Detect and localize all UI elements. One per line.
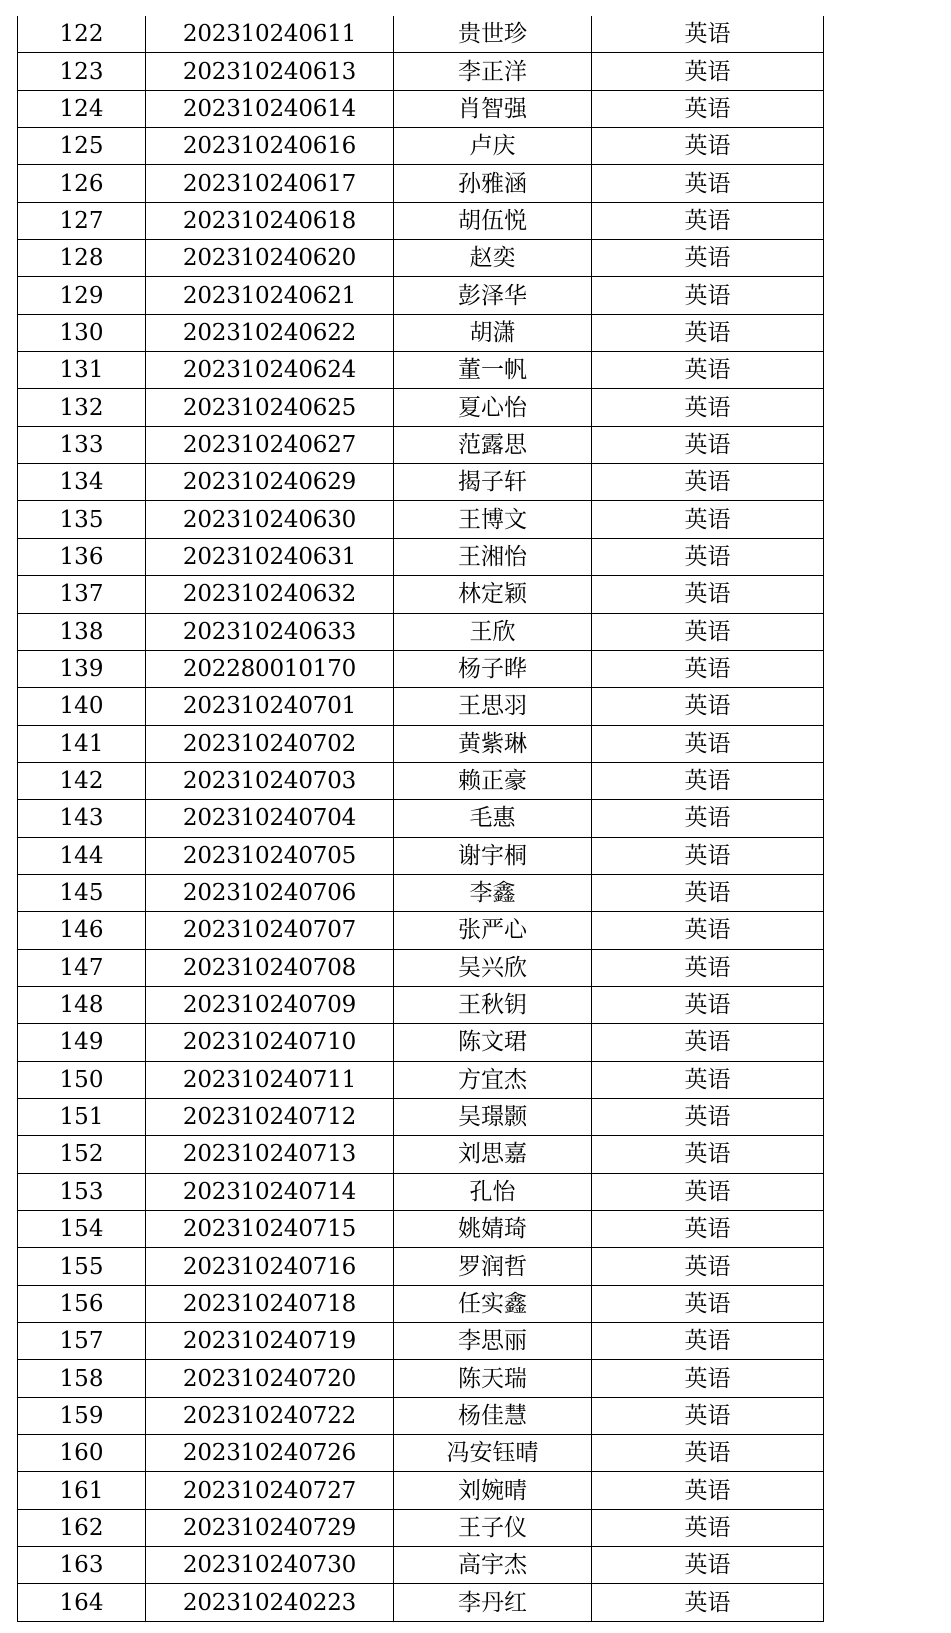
student-name-cell: 王欣 — [394, 613, 592, 650]
table-row — [18, 1061, 824, 1098]
student-name-cell: 罗润哲 — [394, 1248, 592, 1285]
major-cell: 英语 — [592, 277, 824, 314]
student-id-cell: 202310240627 — [146, 426, 394, 463]
table-row — [18, 90, 824, 127]
roster-body — [18, 16, 824, 1621]
row-number-cell: 138 — [18, 613, 146, 650]
major-cell: 英语 — [592, 874, 824, 911]
table-row — [18, 1285, 824, 1322]
table-row — [18, 501, 824, 538]
row-number-cell: 141 — [18, 725, 146, 762]
student-id-cell: 202310240611 — [146, 16, 394, 53]
major-cell: 英语 — [592, 1173, 824, 1210]
student-name-cell: 王湘怡 — [394, 538, 592, 575]
student-id-cell: 202310240730 — [146, 1547, 394, 1584]
student-name-cell: 卢庆 — [394, 128, 592, 165]
major-cell: 英语 — [592, 538, 824, 575]
table-row — [18, 1098, 824, 1135]
student-name-cell: 刘思嘉 — [394, 1136, 592, 1173]
student-name-cell: 肖智强 — [394, 90, 592, 127]
major-cell: 英语 — [592, 1323, 824, 1360]
student-id-cell: 202310240632 — [146, 576, 394, 613]
student-id-cell: 202310240613 — [146, 53, 394, 90]
major-cell: 英语 — [592, 426, 824, 463]
major-cell: 英语 — [592, 1136, 824, 1173]
student-id-cell: 202310240720 — [146, 1360, 394, 1397]
student-id-cell: 202310240706 — [146, 874, 394, 911]
student-name-cell: 王思羽 — [394, 688, 592, 725]
row-number-cell: 129 — [18, 277, 146, 314]
row-number-cell: 123 — [18, 53, 146, 90]
student-name-cell: 杨佳慧 — [394, 1397, 592, 1434]
student-name-cell: 陈天瑞 — [394, 1360, 592, 1397]
major-cell: 英语 — [592, 314, 824, 351]
row-number-cell: 140 — [18, 688, 146, 725]
major-cell: 英语 — [592, 1547, 824, 1584]
student-id-cell: 202310240716 — [146, 1248, 394, 1285]
table-row — [18, 1584, 824, 1621]
row-number-cell: 130 — [18, 314, 146, 351]
student-id-cell: 202310240622 — [146, 314, 394, 351]
row-number-cell: 151 — [18, 1098, 146, 1135]
table-row — [18, 1547, 824, 1584]
student-id-cell: 202310240614 — [146, 90, 394, 127]
row-number-cell: 163 — [18, 1547, 146, 1584]
row-number-cell: 160 — [18, 1435, 146, 1472]
table-row — [18, 128, 824, 165]
table-row — [18, 1472, 824, 1509]
student-name-cell: 王子仪 — [394, 1509, 592, 1546]
major-cell: 英语 — [592, 912, 824, 949]
student-id-cell: 202310240727 — [146, 1472, 394, 1509]
major-cell: 英语 — [592, 1285, 824, 1322]
table-row — [18, 352, 824, 389]
student-id-cell: 202310240617 — [146, 165, 394, 202]
major-cell: 英语 — [592, 1061, 824, 1098]
student-name-cell: 毛惠 — [394, 800, 592, 837]
student-name-cell: 揭子轩 — [394, 464, 592, 501]
student-roster-table — [17, 16, 824, 1622]
student-name-cell: 冯安钰晴 — [394, 1435, 592, 1472]
student-id-cell: 202310240718 — [146, 1285, 394, 1322]
row-number-cell: 136 — [18, 538, 146, 575]
student-name-cell: 范露思 — [394, 426, 592, 463]
row-number-cell: 148 — [18, 986, 146, 1023]
table-row — [18, 1360, 824, 1397]
table-row — [18, 1173, 824, 1210]
major-cell: 英语 — [592, 1211, 824, 1248]
student-name-cell: 夏心怡 — [394, 389, 592, 426]
major-cell: 英语 — [592, 986, 824, 1023]
major-cell: 英语 — [592, 240, 824, 277]
student-id-cell: 202310240713 — [146, 1136, 394, 1173]
student-id-cell: 202310240729 — [146, 1509, 394, 1546]
major-cell: 英语 — [592, 1360, 824, 1397]
table-row — [18, 538, 824, 575]
major-cell: 英语 — [592, 90, 824, 127]
student-name-cell: 李丹红 — [394, 1584, 592, 1621]
student-id-cell: 202310240621 — [146, 277, 394, 314]
row-number-cell: 131 — [18, 352, 146, 389]
major-cell: 英语 — [592, 1509, 824, 1546]
student-id-cell: 202310240702 — [146, 725, 394, 762]
table-row — [18, 464, 824, 501]
student-name-cell: 赵奕 — [394, 240, 592, 277]
major-cell: 英语 — [592, 762, 824, 799]
student-name-cell: 陈文珺 — [394, 1024, 592, 1061]
table-row — [18, 1323, 824, 1360]
row-number-cell: 127 — [18, 202, 146, 239]
row-number-cell: 143 — [18, 800, 146, 837]
student-name-cell: 任实鑫 — [394, 1285, 592, 1322]
student-name-cell: 刘婉晴 — [394, 1472, 592, 1509]
table-row — [18, 837, 824, 874]
student-id-cell: 202310240714 — [146, 1173, 394, 1210]
row-number-cell: 154 — [18, 1211, 146, 1248]
student-id-cell: 202310240620 — [146, 240, 394, 277]
table-row — [18, 240, 824, 277]
student-id-cell: 202310240633 — [146, 613, 394, 650]
student-name-cell: 赖正豪 — [394, 762, 592, 799]
row-number-cell: 142 — [18, 762, 146, 799]
student-id-cell: 202310240719 — [146, 1323, 394, 1360]
row-number-cell: 139 — [18, 650, 146, 687]
student-name-cell: 贵世珍 — [394, 16, 592, 53]
student-id-cell: 202310240710 — [146, 1024, 394, 1061]
major-cell: 英语 — [592, 53, 824, 90]
table-row — [18, 762, 824, 799]
table-row — [18, 277, 824, 314]
table-row — [18, 912, 824, 949]
table-row — [18, 426, 824, 463]
student-name-cell: 杨子晔 — [394, 650, 592, 687]
student-name-cell: 孙雅涵 — [394, 165, 592, 202]
major-cell: 英语 — [592, 1024, 824, 1061]
major-cell: 英语 — [592, 650, 824, 687]
row-number-cell: 162 — [18, 1509, 146, 1546]
student-name-cell: 黄紫琳 — [394, 725, 592, 762]
row-number-cell: 152 — [18, 1136, 146, 1173]
table-row — [18, 202, 824, 239]
row-number-cell: 133 — [18, 426, 146, 463]
row-number-cell: 132 — [18, 389, 146, 426]
student-id-cell: 202310240624 — [146, 352, 394, 389]
student-name-cell: 胡潇 — [394, 314, 592, 351]
table-row — [18, 389, 824, 426]
student-name-cell: 高宇杰 — [394, 1547, 592, 1584]
table-row — [18, 1248, 824, 1285]
table-row — [18, 314, 824, 351]
row-number-cell: 150 — [18, 1061, 146, 1098]
student-name-cell: 孔怡 — [394, 1173, 592, 1210]
table-row — [18, 1211, 824, 1248]
student-id-cell: 202310240707 — [146, 912, 394, 949]
student-name-cell: 吴璟颢 — [394, 1098, 592, 1135]
row-number-cell: 159 — [18, 1397, 146, 1434]
student-id-cell: 202310240631 — [146, 538, 394, 575]
row-number-cell: 128 — [18, 240, 146, 277]
row-number-cell: 155 — [18, 1248, 146, 1285]
student-name-cell: 吴兴欣 — [394, 949, 592, 986]
student-id-cell: 202310240709 — [146, 986, 394, 1023]
student-id-cell: 202310240704 — [146, 800, 394, 837]
student-name-cell: 王博文 — [394, 501, 592, 538]
student-name-cell: 李思丽 — [394, 1323, 592, 1360]
student-id-cell: 202310240726 — [146, 1435, 394, 1472]
table-row — [18, 165, 824, 202]
table-row — [18, 1136, 824, 1173]
major-cell: 英语 — [592, 1098, 824, 1135]
student-name-cell: 谢宇桐 — [394, 837, 592, 874]
major-cell: 英语 — [592, 165, 824, 202]
table-row — [18, 1024, 824, 1061]
major-cell: 英语 — [592, 16, 824, 53]
major-cell: 英语 — [592, 389, 824, 426]
row-number-cell: 122 — [18, 16, 146, 53]
student-id-cell: 202310240711 — [146, 1061, 394, 1098]
table-row — [18, 949, 824, 986]
major-cell: 英语 — [592, 464, 824, 501]
table-row — [18, 613, 824, 650]
student-name-cell: 李正洋 — [394, 53, 592, 90]
student-name-cell: 张严心 — [394, 912, 592, 949]
major-cell: 英语 — [592, 1435, 824, 1472]
student-name-cell: 彭泽华 — [394, 277, 592, 314]
major-cell: 英语 — [592, 1248, 824, 1285]
table-row — [18, 650, 824, 687]
student-name-cell: 李鑫 — [394, 874, 592, 911]
row-number-cell: 145 — [18, 874, 146, 911]
student-id-cell: 202310240712 — [146, 1098, 394, 1135]
row-number-cell: 137 — [18, 576, 146, 613]
row-number-cell: 157 — [18, 1323, 146, 1360]
major-cell: 英语 — [592, 688, 824, 725]
student-name-cell: 姚婧琦 — [394, 1211, 592, 1248]
table-row — [18, 800, 824, 837]
table-row — [18, 576, 824, 613]
row-number-cell: 161 — [18, 1472, 146, 1509]
student-id-cell: 202310240722 — [146, 1397, 394, 1434]
table-row — [18, 725, 824, 762]
student-id-cell: 202310240629 — [146, 464, 394, 501]
student-id-cell: 202310240223 — [146, 1584, 394, 1621]
student-roster-sheet — [17, 16, 823, 1622]
student-id-cell: 202310240701 — [146, 688, 394, 725]
row-number-cell: 124 — [18, 90, 146, 127]
student-id-cell: 202310240703 — [146, 762, 394, 799]
table-row — [18, 53, 824, 90]
student-name-cell: 方宜杰 — [394, 1061, 592, 1098]
major-cell: 英语 — [592, 352, 824, 389]
table-row — [18, 16, 824, 53]
row-number-cell: 156 — [18, 1285, 146, 1322]
student-id-cell: 202310240708 — [146, 949, 394, 986]
row-number-cell: 146 — [18, 912, 146, 949]
student-name-cell: 王秋钥 — [394, 986, 592, 1023]
student-id-cell: 202310240715 — [146, 1211, 394, 1248]
student-id-cell: 202310240616 — [146, 128, 394, 165]
major-cell: 英语 — [592, 949, 824, 986]
major-cell: 英语 — [592, 837, 824, 874]
row-number-cell: 126 — [18, 165, 146, 202]
student-id-cell: 202310240618 — [146, 202, 394, 239]
row-number-cell: 125 — [18, 128, 146, 165]
major-cell: 英语 — [592, 725, 824, 762]
major-cell: 英语 — [592, 800, 824, 837]
row-number-cell: 164 — [18, 1584, 146, 1621]
table-row — [18, 1397, 824, 1434]
student-name-cell: 董一帆 — [394, 352, 592, 389]
row-number-cell: 158 — [18, 1360, 146, 1397]
major-cell: 英语 — [592, 128, 824, 165]
table-row — [18, 1509, 824, 1546]
row-number-cell: 153 — [18, 1173, 146, 1210]
row-number-cell: 144 — [18, 837, 146, 874]
table-row — [18, 986, 824, 1023]
row-number-cell: 147 — [18, 949, 146, 986]
row-number-cell: 149 — [18, 1024, 146, 1061]
student-id-cell: 202310240630 — [146, 501, 394, 538]
major-cell: 英语 — [592, 202, 824, 239]
major-cell: 英语 — [592, 1584, 824, 1621]
student-name-cell: 胡伍悦 — [394, 202, 592, 239]
student-name-cell: 林定颖 — [394, 576, 592, 613]
major-cell: 英语 — [592, 613, 824, 650]
table-row — [18, 1435, 824, 1472]
major-cell: 英语 — [592, 1472, 824, 1509]
major-cell: 英语 — [592, 1397, 824, 1434]
student-id-cell: 202310240625 — [146, 389, 394, 426]
table-row — [18, 688, 824, 725]
row-number-cell: 134 — [18, 464, 146, 501]
major-cell: 英语 — [592, 576, 824, 613]
student-id-cell: 202280010170 — [146, 650, 394, 687]
row-number-cell: 135 — [18, 501, 146, 538]
major-cell: 英语 — [592, 501, 824, 538]
table-row — [18, 874, 824, 911]
student-id-cell: 202310240705 — [146, 837, 394, 874]
